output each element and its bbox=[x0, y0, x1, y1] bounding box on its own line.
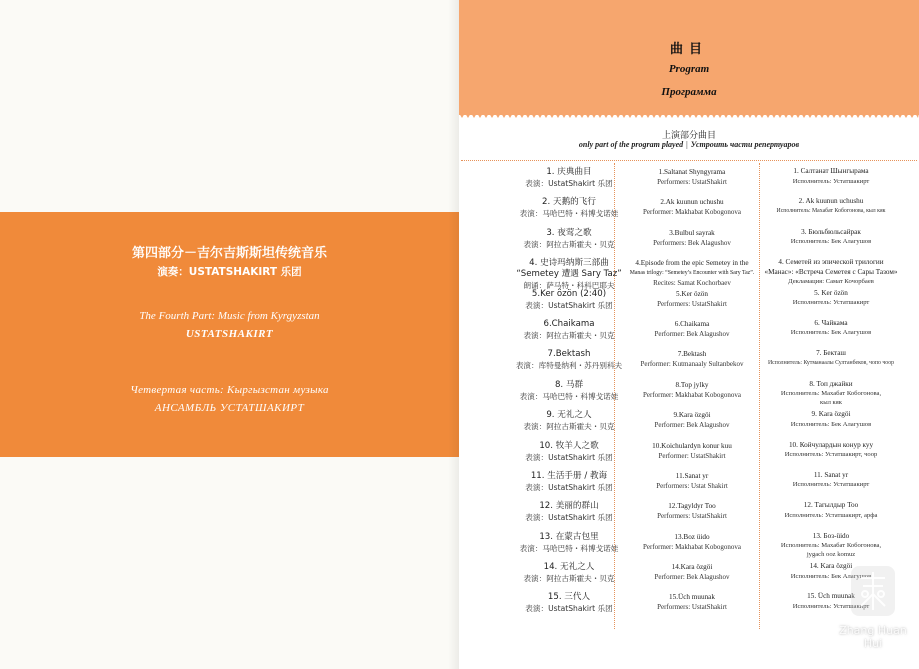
program-item-performer: Performers: Ustat Shakirt bbox=[656, 481, 728, 490]
program-item-performer: Recites: Samat Kochorbaev bbox=[653, 279, 731, 288]
program-note-cn: 上演部分曲目 bbox=[661, 131, 716, 141]
program-note-en: only part of the program played bbox=[578, 140, 684, 149]
program-item-en bbox=[617, 592, 767, 622]
program-item-performer: Исполнитель: Бек Алагушов bbox=[790, 329, 872, 337]
program-item-performer: 表演：UstatShakirt 乐团 bbox=[525, 513, 613, 523]
section-subtitle-en: USTATSHAKIRT bbox=[185, 328, 274, 340]
program-item-title: 6. Чайкама bbox=[814, 318, 848, 327]
program-item-performer: Исполнитель: Бек Алагушов bbox=[790, 572, 872, 580]
program-item-en bbox=[617, 258, 767, 288]
program-item-title: 2.Ak kuunun uchushu bbox=[660, 198, 724, 207]
program-item-title: 7.Bektash bbox=[547, 349, 591, 360]
program-item-title: 10. Койчулардын конур куу bbox=[788, 440, 874, 449]
program-item-en bbox=[617, 319, 767, 349]
program-item-performer: Декламация: Самат Кочорбаев bbox=[788, 278, 874, 286]
program-item-title: 2. 天鹅的飞行 bbox=[542, 197, 596, 208]
program-item-performer-cont: jygach ooz komuz bbox=[806, 551, 856, 559]
program-item-title: 15.Üch muunak bbox=[669, 593, 715, 602]
program-item-performer: 表演：UstatShakirt 乐团 bbox=[525, 482, 613, 492]
program-item-performer: 表演：UstatShakirt 乐团 bbox=[525, 452, 613, 462]
program-item-ru bbox=[756, 501, 906, 531]
program-item-performer: 表演：阿拉古斯霍夫・贝克 bbox=[523, 239, 615, 249]
program-item-performer: 表演：阿拉古斯霍夫・贝克 bbox=[523, 574, 615, 584]
program-item-title: 14.Kara özgöi bbox=[671, 563, 713, 572]
program-divider bbox=[461, 160, 917, 161]
program-item-ru bbox=[756, 410, 906, 440]
program-item-title: 11.Sanat yr bbox=[675, 471, 709, 480]
program-item-performer: Исполнитель: Устатшакирт, арфа bbox=[784, 511, 878, 519]
program-item-title: 5.Ker özön (2:40) bbox=[531, 288, 607, 299]
program-item-performer: Performer: Makhabat Kobogonova bbox=[643, 390, 741, 399]
program-item-title: 12. Тагылдыр Тоо bbox=[803, 501, 859, 510]
program-item-en bbox=[617, 501, 767, 531]
program-item-title-cont: Manas trilogy: “Semetey’s Encounter with Sary Taz”. bbox=[629, 270, 755, 277]
program-item-performer: 表演：马哈巴特・科博戈诺娃 bbox=[519, 391, 619, 401]
program-item-en bbox=[617, 441, 767, 471]
program-item-title: 14. 无礼之人 bbox=[543, 562, 595, 573]
program-item-en bbox=[617, 380, 767, 410]
program-column-ru bbox=[756, 167, 906, 623]
program-item-title: 7.Bektash bbox=[677, 350, 707, 359]
program-item-title: 4. 史诗玛纳斯三部曲 bbox=[529, 258, 609, 269]
program-item-title: 5.Ker özön bbox=[676, 289, 708, 298]
program-item-title: 5. Ker özön bbox=[814, 288, 848, 297]
program-item-performer: 朗诵：萨马特・科科巴耶夫 bbox=[523, 281, 615, 291]
program-item-performer: 表演：阿拉古斯霍夫・贝克 bbox=[523, 330, 615, 340]
program-item-title: 9.Kara özgöi bbox=[673, 411, 711, 420]
program-item-title: 3.Bulbul sayrak bbox=[669, 228, 715, 237]
section-title-cn: 第四部分－吉尔吉斯斯坦传统音乐 bbox=[131, 246, 327, 261]
watermark bbox=[833, 566, 913, 661]
program-item-en bbox=[617, 349, 767, 379]
program-item-performer: 表演：马哈巴特・科博戈诺娃 bbox=[519, 209, 619, 219]
program-item-performer: Performer: Makhabat Kobogonova bbox=[643, 208, 741, 217]
program-item-title: 13.Boz üido bbox=[674, 532, 710, 541]
music-emblem-icon bbox=[851, 566, 895, 616]
program-item-performer: Исполнитель: Устатшакирт bbox=[792, 177, 870, 185]
program-item-performer: Исполнитель: Устатшакирт, чоор bbox=[784, 451, 878, 459]
program-item-title: 2. Ak kuunun uchushu bbox=[798, 197, 864, 206]
program-item-performer: Исполнитель: Устатшакирт bbox=[792, 299, 870, 307]
program-item-en bbox=[617, 532, 767, 562]
program-item-en bbox=[617, 228, 767, 258]
program-item-title: 3. Бюльбюльсайрак bbox=[801, 227, 861, 236]
program-item-performer: 表演：UstatShakirt 乐团 bbox=[525, 300, 613, 310]
program-item-title-cont: “Semetey 遭遇 Sary Taz” bbox=[516, 269, 622, 280]
program-item-title: 4. Семетей из эпической трилогии bbox=[778, 258, 884, 267]
program-item-performer: Performers: UstatShakirt bbox=[657, 603, 727, 612]
program-column-en bbox=[617, 167, 767, 623]
program-item-performer: Исполнитель: Махабат Кобогонова, bbox=[780, 542, 882, 550]
program-item-en bbox=[617, 562, 767, 592]
program-note-line bbox=[459, 140, 919, 149]
program-item-ru bbox=[756, 167, 906, 197]
program-item-title: 6.Chaikama bbox=[674, 319, 710, 328]
program-item-title: 1. Салтанат Шынгырама bbox=[793, 167, 869, 175]
program-item-title: 7. Бекташ bbox=[816, 349, 846, 358]
program-item-title-cont: «Манас»: «Встреча Семетея с Сары Тазом» bbox=[764, 267, 898, 276]
program-item-performer-cont: кыл кяк bbox=[819, 399, 842, 407]
right-page bbox=[459, 0, 919, 669]
program-item-title: 8. 马群 bbox=[554, 379, 584, 390]
program-item-performer: 表演：UstatShakirt 乐团 bbox=[525, 179, 613, 188]
program-item-title: 15. 三代人 bbox=[547, 592, 591, 603]
program-item-en bbox=[617, 289, 767, 319]
program-item-performer: 表演：库特曼纳利・苏丹别科夫 bbox=[515, 361, 623, 371]
program-item-title: 9. 无礼之人 bbox=[546, 410, 592, 421]
program-item-title: 10.Koichulardyn konur kuu bbox=[652, 441, 732, 450]
program-item-ru bbox=[756, 289, 906, 319]
program-item-ru bbox=[756, 197, 906, 227]
left-page bbox=[0, 0, 459, 669]
program-item-title: 14. Kara özgöi bbox=[809, 562, 853, 571]
program-item-performer: 表演：马哈巴特・科博戈诺娃 bbox=[519, 543, 619, 553]
program-item-performer: Performers: UstatShakirt bbox=[657, 178, 727, 186]
program-item-performer: Performers: UstatShakirt bbox=[657, 512, 727, 521]
program-title-ru: Программа bbox=[661, 86, 717, 98]
program-title-en: Program bbox=[668, 63, 710, 75]
program-item-performer: Исполнитель: Кутманаалы Султанбеков, чопо чоор bbox=[768, 359, 894, 366]
program-item-performer: Performer: Bek Alagushov bbox=[654, 573, 730, 582]
program-item-en bbox=[617, 167, 767, 197]
program-item-title: 3. 夜莺之歌 bbox=[546, 227, 592, 238]
program-item-ru bbox=[756, 349, 906, 379]
program-item-title: 15. Üch muunak bbox=[807, 592, 855, 601]
program-item-title: 4.Episode from the epic Semetey in the bbox=[635, 259, 749, 268]
program-item-performer: Исполнитель: Бек Алагушов bbox=[790, 238, 872, 246]
program-item-performer: Performer: Kutmanaaly Sultanbekov bbox=[640, 360, 744, 369]
section-title-panel bbox=[0, 212, 459, 457]
program-item-ru bbox=[756, 532, 906, 562]
program-item-ru bbox=[756, 258, 906, 288]
program-item-title: 12. 美丽的群山 bbox=[539, 501, 599, 512]
program-item-en bbox=[617, 197, 767, 227]
program-item-title: 1.Saltanat Shyngyrama bbox=[658, 168, 726, 176]
program-item-title: 12.Tagyldyr Too bbox=[668, 502, 716, 511]
program-item-performer: Performer: Bek Alagushov bbox=[654, 421, 730, 430]
program-item-title: 6.Chaikama bbox=[543, 318, 595, 329]
program-item-performer: Исполнитель: Устатшакирт bbox=[792, 481, 870, 489]
program-item-en bbox=[617, 410, 767, 440]
program-item-performer: 表演：UstatShakirt 乐团 bbox=[525, 604, 613, 614]
watermark-text: Zhang Huan Hui bbox=[839, 624, 907, 650]
program-item-title: 1. 庆典曲目 bbox=[546, 167, 592, 177]
program-item-performer: Performer: UstatShakirt bbox=[658, 451, 726, 460]
section-title-en: The Fourth Part: Music from Kyrgyzstan bbox=[139, 310, 320, 322]
program-item-title: 10. 牧羊人之歌 bbox=[539, 440, 599, 451]
program-item-title: 9. Kara özgöi bbox=[811, 410, 851, 419]
section-title-ru: Четвертая часть: Кыргызстан музыка bbox=[130, 384, 329, 396]
program-item-title: 11. 生活手册 / 教诲 bbox=[530, 470, 608, 481]
program-item-title: 13. 在蒙古包里 bbox=[539, 531, 599, 542]
program-item-title: 8. Топ джайки bbox=[809, 379, 853, 388]
program-item-title: 11. Sanat yr bbox=[813, 470, 849, 479]
program-item-performer: Исполнитель: Устатшакирт bbox=[792, 602, 870, 610]
program-note-separator: | bbox=[686, 140, 688, 149]
program-item-performer: Performer: Makhabat Kobogonova bbox=[643, 542, 741, 551]
program-item-ru bbox=[756, 319, 906, 349]
program-item-performer: Performer: Bek Alagushov bbox=[654, 329, 730, 338]
program-item-en bbox=[617, 471, 767, 501]
program-item-performer: Исполнитель: Бек Алагушов bbox=[790, 420, 872, 428]
program-item-title: 13. Боз-üido bbox=[812, 531, 850, 540]
program-title-cn: 曲目 bbox=[669, 42, 708, 57]
header-zigzag-edge bbox=[459, 113, 919, 119]
section-subtitle-cn: 演奏：USTATSHAKIRT 乐团 bbox=[157, 266, 302, 278]
program-item-performer: 表演：阿拉古斯霍夫・贝克 bbox=[523, 422, 615, 432]
program-item-ru bbox=[756, 471, 906, 501]
program-item-ru bbox=[756, 228, 906, 258]
program-item-performer: Исполнитель: Махабат Кобогонова, кыл кяк bbox=[776, 207, 886, 214]
program-note-ru: Устроить части репертуаров bbox=[690, 140, 800, 149]
section-subtitle-ru: АНСАМБЛЬ УСТАТШАКИРТ bbox=[154, 402, 305, 414]
program-item-performer: Исполнитель: Махабат Кобогонова, bbox=[780, 390, 882, 398]
program-item-ru bbox=[756, 441, 906, 471]
program-item-ru bbox=[756, 380, 906, 410]
program-item-title: 8.Top jylky bbox=[675, 380, 709, 389]
program-header-band bbox=[459, 0, 919, 115]
program-item-performer: Performers: Bek Alagushov bbox=[653, 238, 731, 247]
program-item-performer: Performers: UstatShakirt bbox=[657, 299, 727, 308]
